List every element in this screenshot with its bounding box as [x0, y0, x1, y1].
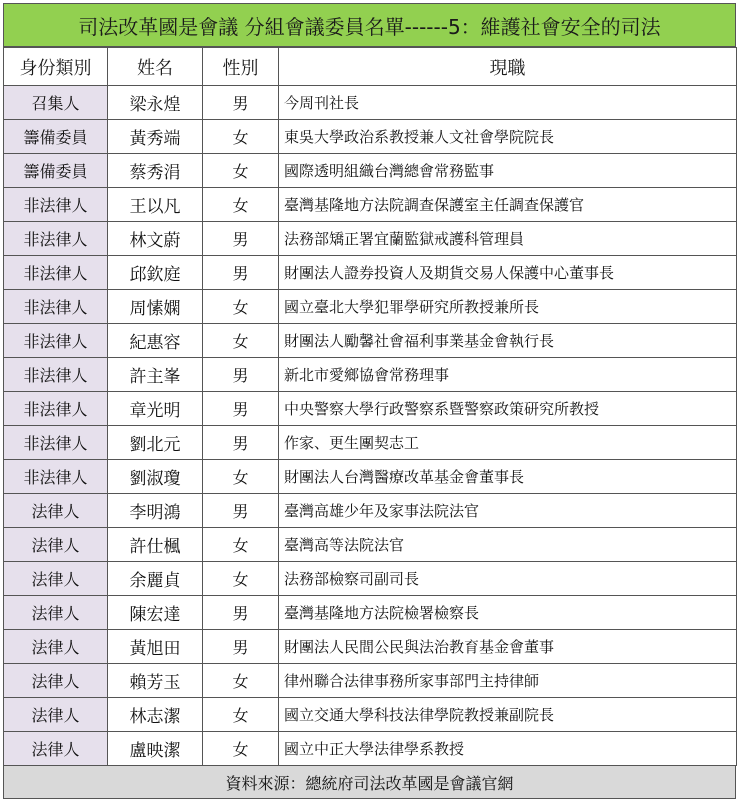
- member-role: 非法律人: [4, 324, 108, 358]
- members-table: [3, 47, 737, 766]
- member-job: 臺灣高雄少年及家事法院法官: [279, 494, 737, 528]
- member-job: 律州聯合法律事務所家事部門主持律師: [279, 664, 737, 698]
- member-gender: 女: [203, 528, 279, 562]
- member-name: 陳宏達: [108, 596, 203, 630]
- table-row: [4, 290, 737, 324]
- member-role: 非法律人: [4, 256, 108, 290]
- member-gender: 男: [203, 596, 279, 630]
- table-row: [4, 324, 737, 358]
- table-row: [4, 562, 737, 596]
- member-name: 賴芳玉: [108, 664, 203, 698]
- member-name: 林志潔: [108, 698, 203, 732]
- member-role: 籌備委員: [4, 120, 108, 154]
- member-gender: 女: [203, 460, 279, 494]
- member-name: 邱欽庭: [108, 256, 203, 290]
- table-body: [4, 86, 737, 766]
- member-gender: 女: [203, 698, 279, 732]
- member-name: 余麗貞: [108, 562, 203, 596]
- table-row: [4, 698, 737, 732]
- member-role: 法律人: [4, 528, 108, 562]
- member-role: 非法律人: [4, 392, 108, 426]
- table-row: [4, 222, 737, 256]
- member-gender: 女: [203, 154, 279, 188]
- member-gender: 女: [203, 664, 279, 698]
- member-role: 籌備委員: [4, 154, 108, 188]
- member-job: 東吳大學政治系教授兼人文社會學院院長: [279, 120, 737, 154]
- member-job: 新北市愛鄉協會常務理事: [279, 358, 737, 392]
- member-role: 非法律人: [4, 188, 108, 222]
- header-job: 現職: [279, 48, 737, 86]
- member-role: 法律人: [4, 698, 108, 732]
- table-row: [4, 188, 737, 222]
- header-role: 身份類別: [4, 48, 108, 86]
- member-job: 財團法人民間公民與法治教育基金會董事: [279, 630, 737, 664]
- table-row: [4, 596, 737, 630]
- member-name: 黃旭田: [108, 630, 203, 664]
- member-gender: 女: [203, 324, 279, 358]
- member-job: 臺灣高等法院法官: [279, 528, 737, 562]
- member-gender: 男: [203, 630, 279, 664]
- member-job: 法務部矯正署宜蘭監獄戒護科管理員: [279, 222, 737, 256]
- table-row: [4, 460, 737, 494]
- member-name: 許主峯: [108, 358, 203, 392]
- member-job: 臺灣基隆地方法院檢署檢察長: [279, 596, 737, 630]
- member-name: 章光明: [108, 392, 203, 426]
- header-name: 姓名: [108, 48, 203, 86]
- member-name: 劉北元: [108, 426, 203, 460]
- member-job: 國立交通大學科技法律學院教授兼副院長: [279, 698, 737, 732]
- member-gender: 男: [203, 494, 279, 528]
- member-gender: 男: [203, 256, 279, 290]
- member-job: 國立臺北大學犯罪學研究所教授兼所長: [279, 290, 737, 324]
- member-name: 盧映潔: [108, 732, 203, 766]
- member-name: 蔡秀涓: [108, 154, 203, 188]
- member-role: 非法律人: [4, 222, 108, 256]
- member-gender: 女: [203, 732, 279, 766]
- member-gender: 女: [203, 562, 279, 596]
- member-role: 法律人: [4, 494, 108, 528]
- table-row: [4, 256, 737, 290]
- member-gender: 男: [203, 222, 279, 256]
- table-row: [4, 630, 737, 664]
- header-row: [4, 48, 737, 86]
- member-gender: 女: [203, 188, 279, 222]
- member-role: 非法律人: [4, 460, 108, 494]
- member-job: 今周刊社長: [279, 86, 737, 120]
- member-name: 黃秀端: [108, 120, 203, 154]
- member-role: 召集人: [4, 86, 108, 120]
- table-row: [4, 664, 737, 698]
- member-gender: 女: [203, 120, 279, 154]
- source-footer: 資料來源：總統府司法改革國是會議官網: [3, 766, 736, 799]
- member-name: 李明鴻: [108, 494, 203, 528]
- committee-list: [3, 3, 736, 795]
- table-title: 司法改革國是會議 分組會議委員名單------5：維護社會安全的司法: [3, 3, 736, 47]
- member-name: 紀惠容: [108, 324, 203, 358]
- member-role: 非法律人: [4, 426, 108, 460]
- member-job: 臺灣基隆地方法院調查保護室主任調查保護官: [279, 188, 737, 222]
- member-job: 法務部檢察司副司長: [279, 562, 737, 596]
- member-role: 非法律人: [4, 358, 108, 392]
- member-job: 財團法人勵馨社會福利事業基金會執行長: [279, 324, 737, 358]
- member-name: 林文蔚: [108, 222, 203, 256]
- member-gender: 男: [203, 392, 279, 426]
- member-name: 梁永煌: [108, 86, 203, 120]
- table-row: [4, 86, 737, 120]
- member-job: 國立中正大學法律學系教授: [279, 732, 737, 766]
- member-role: 非法律人: [4, 290, 108, 324]
- member-job: 中央警察大學行政警察系暨警察政策研究所教授: [279, 392, 737, 426]
- table-row: [4, 732, 737, 766]
- table-row: [4, 154, 737, 188]
- table-row: [4, 426, 737, 460]
- member-role: 法律人: [4, 630, 108, 664]
- member-role: 法律人: [4, 596, 108, 630]
- table-row: [4, 494, 737, 528]
- table-row: [4, 358, 737, 392]
- member-role: 法律人: [4, 732, 108, 766]
- member-role: 法律人: [4, 562, 108, 596]
- member-name: 許仕楓: [108, 528, 203, 562]
- table-row: [4, 392, 737, 426]
- member-gender: 女: [203, 290, 279, 324]
- table-row: [4, 120, 737, 154]
- member-gender: 男: [203, 86, 279, 120]
- member-gender: 男: [203, 426, 279, 460]
- member-job: 財團法人證券投資人及期貨交易人保護中心董事長: [279, 256, 737, 290]
- member-job: 作家、更生團契志工: [279, 426, 737, 460]
- member-name: 王以凡: [108, 188, 203, 222]
- header-gender: 性別: [203, 48, 279, 86]
- member-job: 國際透明組織台灣總會常務監事: [279, 154, 737, 188]
- member-gender: 男: [203, 358, 279, 392]
- member-name: 周愫嫻: [108, 290, 203, 324]
- table-row: [4, 528, 737, 562]
- member-name: 劉淑瓊: [108, 460, 203, 494]
- member-role: 法律人: [4, 664, 108, 698]
- member-job: 財團法人台灣醫療改革基金會董事長: [279, 460, 737, 494]
